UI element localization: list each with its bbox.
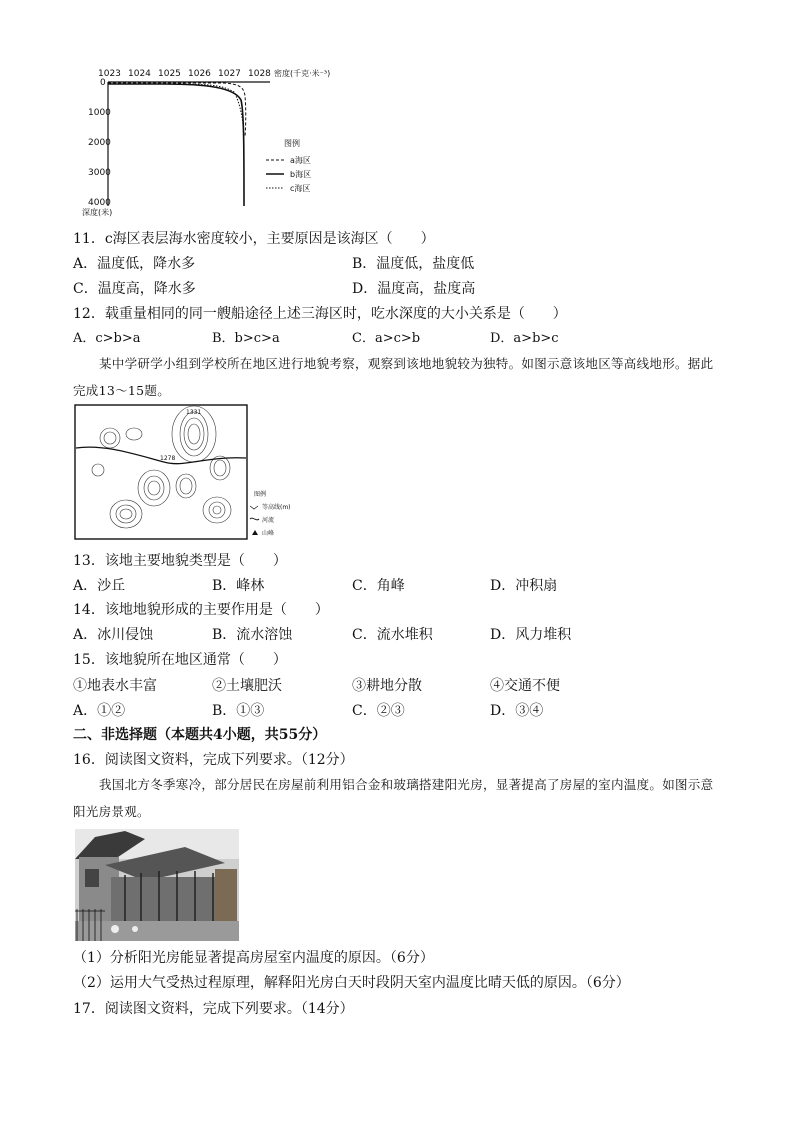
series-c-line — [108, 84, 244, 142]
x-axis-unit: 密度(千克·米⁻³) — [274, 69, 331, 78]
q11-stem: 11．c海区表层海水密度较小，主要原因是该海区（ ） — [73, 231, 435, 247]
q12-option-d[interactable]: D．a>b>c — [490, 331, 559, 346]
legend-c: c海区 — [290, 184, 311, 193]
q15-option-a[interactable]: A．①② — [73, 703, 126, 719]
series-b-line — [108, 84, 244, 206]
legend-title: 图例 — [254, 491, 267, 498]
q16-sub2: （2）运用大气受热过程原理，解释阳光房白天时段阴天室内温度比晴天低的原因。（6分） — [73, 975, 630, 991]
x-tick: 1026 — [188, 69, 211, 79]
q14-option-d[interactable]: D．风力堆积 — [490, 627, 572, 643]
legend-b: b海区 — [290, 170, 312, 179]
q16-stem: 16．阅读图文资料，完成下列要求。（12分） — [73, 752, 354, 768]
y-axis-label: 深度(米) — [82, 208, 113, 217]
y-tick: 4000 — [88, 198, 111, 208]
x-ticks — [98, 68, 330, 79]
q11-option-a[interactable]: A．温度低，降水多 — [73, 256, 196, 272]
q14-option-a[interactable]: A．冰川侵蚀 — [73, 627, 154, 643]
q12-stem: 12．载重量相同的同一艘船途径上述三海区时，吃水深度的大小关系是（ ） — [73, 306, 567, 322]
x-tick: 1028 — [248, 69, 271, 79]
q12-option-b[interactable]: B．b>c>a — [212, 331, 280, 346]
section-2-heading: 二、非选择题（本题共4小题，共55分） — [73, 727, 327, 743]
peak-label: 1278 — [160, 455, 176, 462]
legend-river: 河流 — [262, 517, 275, 524]
q14-option-c[interactable]: C．流水堆积 — [352, 627, 433, 643]
x-tick: 1024 — [128, 69, 151, 79]
x-tick: 1027 — [218, 69, 241, 79]
map-legend — [250, 490, 291, 537]
sunroom-photo — [75, 829, 239, 941]
y-tick: 2000 — [88, 138, 111, 148]
q13-option-c[interactable]: C．角峰 — [352, 578, 405, 594]
intro-13-15: 某中学研学小组到学校所在地区进行地貌考察，观察到该地地貌较为独特。如图示意该地区等高线地形。据此完成13～15题。 — [73, 356, 714, 398]
q14-option-b[interactable]: B．流水溶蚀 — [212, 627, 293, 643]
legend — [266, 138, 311, 193]
q16-material: 我国北方冬季寒冷，部分居民在房屋前利用铝合金和玻璃搭建阳光房，显著提高了房屋的室内温度。如图示意阳光房景观。 — [73, 777, 714, 819]
q13-option-b[interactable]: B．峰林 — [212, 578, 265, 594]
x-tick: 1023 — [98, 69, 121, 79]
q13-option-d[interactable]: D．冲积扇 — [490, 578, 558, 594]
q15-option-c[interactable]: C．②③ — [352, 703, 405, 719]
q15-statement-3: ③耕地分散 — [352, 678, 422, 694]
q15-stem: 15．该地貌所在地区通常（ ） — [73, 652, 287, 668]
q11-option-c[interactable]: C．温度高，降水多 — [73, 281, 196, 297]
contour-map — [74, 404, 296, 540]
q14-stem: 14．该地地貌形成的主要作用是（ ） — [73, 602, 329, 618]
legend-title: 图例 — [284, 139, 300, 148]
q15-option-d[interactable]: D．③④ — [490, 703, 544, 719]
q12-option-c[interactable]: C．a>c>b — [352, 331, 421, 346]
q15-option-b[interactable]: B．①③ — [212, 703, 265, 719]
q12-option-a[interactable]: A．c>b>a — [73, 331, 141, 346]
density-depth-chart — [82, 62, 344, 220]
q16-sub1: （1）分析阳光房能显著提高房屋室内温度的原因。（6分） — [73, 950, 434, 966]
y-tick: 0 — [100, 78, 106, 88]
q11-option-b[interactable]: B．温度低，盐度低 — [352, 256, 475, 272]
x-tick: 1025 — [158, 69, 181, 79]
q15-statement-4: ④交通不便 — [490, 678, 560, 694]
y-tick: 1000 — [88, 108, 111, 118]
q15-statement-1: ①地表水丰富 — [73, 678, 157, 694]
q15-statement-2: ②土壤肥沃 — [212, 678, 282, 694]
legend-contour: 等高线(m) — [262, 504, 291, 511]
series-a-line — [108, 83, 246, 137]
q11-option-d[interactable]: D．温度高，盐度高 — [352, 281, 476, 297]
q17-stem: 17．阅读图文资料，完成下列要求。（14分） — [73, 1001, 354, 1017]
q13-option-a[interactable]: A．沙丘 — [73, 578, 126, 594]
peak-label: 1331 — [186, 409, 202, 416]
y-tick: 3000 — [88, 168, 111, 178]
q13-stem: 13．该地主要地貌类型是（ ） — [73, 553, 287, 569]
legend-a: a海区 — [290, 156, 311, 165]
legend-peak: 山峰 — [262, 530, 275, 537]
